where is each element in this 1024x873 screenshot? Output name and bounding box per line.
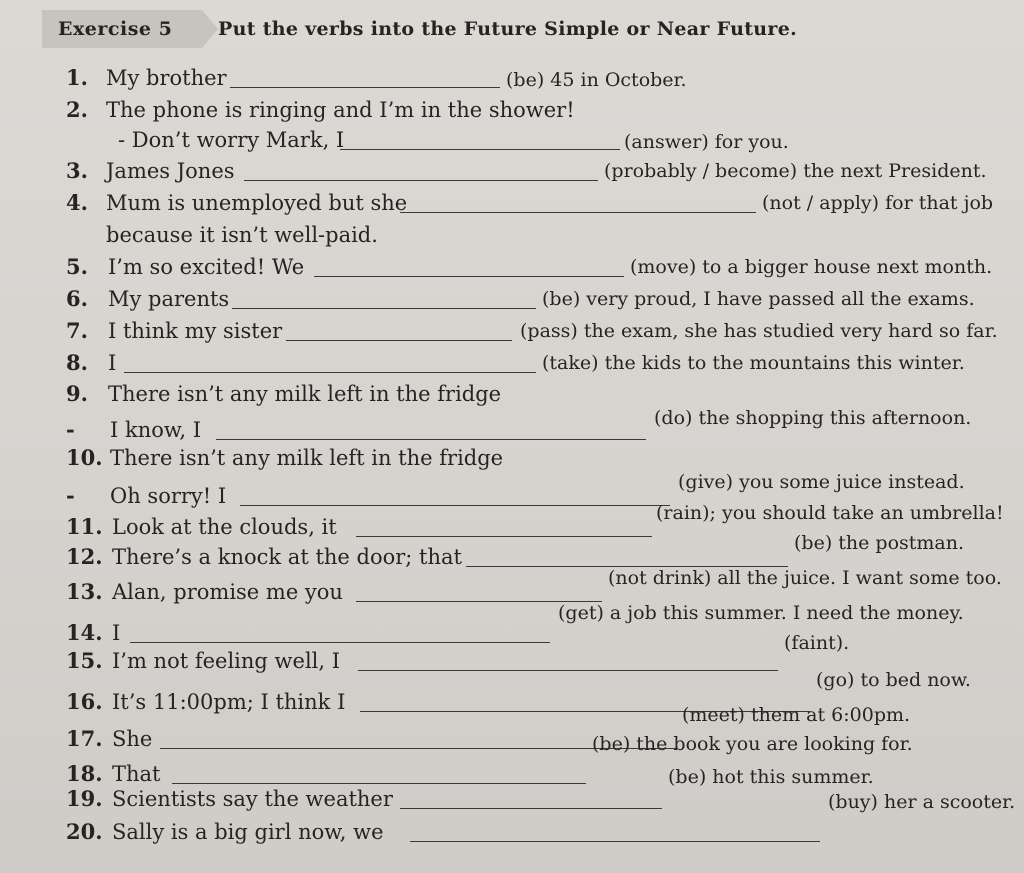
answer-blank[interactable] <box>130 642 550 643</box>
item-text: It’s 11:00pm; I think I <box>112 690 346 714</box>
item-number: 13. <box>66 579 103 604</box>
item-number: 8. <box>66 350 88 375</box>
exercise-item <box>0 602 1024 647</box>
verb-prompt: (rain); you should take an umbrella! <box>656 502 1004 524</box>
verb-prompt: (move) to a bigger house next month. <box>630 256 993 278</box>
exercise-label: Exercise 5 <box>42 10 202 48</box>
exercise-item <box>0 407 1024 444</box>
exercise-instruction: Put the verbs into the Future Simple or Near Future. <box>218 18 797 40</box>
answer-blank[interactable] <box>124 372 536 373</box>
answer-blank[interactable] <box>410 841 820 842</box>
answer-blank[interactable] <box>230 87 500 88</box>
exercise-item <box>0 64 1024 92</box>
answer-blank[interactable] <box>400 212 756 213</box>
verb-prompt: (faint). <box>784 632 850 654</box>
exercise-item <box>0 317 1024 345</box>
exercise-item <box>0 285 1024 313</box>
item-number: 20. <box>66 819 103 844</box>
verb-prompt: (be) the book you are looking for. <box>592 733 913 755</box>
answer-blank[interactable] <box>358 670 778 671</box>
item-text: My parents <box>108 287 230 311</box>
item-text: There isn’t any milk left in the fridge <box>108 382 502 406</box>
verb-prompt: (pass) the exam, she has studied very hard so far. <box>520 320 998 342</box>
item-number: - <box>66 483 75 508</box>
verb-prompt: (probably / become) the next President. <box>604 160 987 182</box>
verb-prompt: (do) the shopping this afternoon. <box>654 407 972 429</box>
item-text: I’m not feeling well, I <box>112 649 341 673</box>
item-text: I <box>108 351 117 375</box>
verb-prompt: (be) very proud, I have passed all the exams. <box>542 288 975 310</box>
item-number: 2. <box>66 97 88 122</box>
item-number: 15. <box>66 648 103 673</box>
verb-prompt: (take) the kids to the mountains this winter. <box>542 352 965 374</box>
item-number: 1. <box>66 65 88 90</box>
item-text: There isn’t any milk left in the fridge <box>110 446 504 470</box>
item-number: 14. <box>66 620 103 645</box>
item-number: 18. <box>66 761 103 786</box>
answer-blank[interactable] <box>340 149 620 150</box>
item-text: because it isn’t well-paid. <box>106 223 378 247</box>
item-text: Mum is unemployed but she <box>106 191 408 215</box>
answer-blank[interactable] <box>244 180 598 181</box>
item-number: 9. <box>66 381 88 406</box>
item-number: 10. <box>66 445 103 470</box>
verb-prompt: (get) a job this summer. I need the money. <box>558 602 964 624</box>
item-number: 3. <box>66 158 88 183</box>
answer-blank[interactable] <box>172 783 586 784</box>
answer-blank[interactable] <box>286 340 512 341</box>
item-number: 5. <box>66 254 88 279</box>
exercise-item <box>0 349 1024 377</box>
item-number: 16. <box>66 689 103 714</box>
verb-prompt: (be) 45 in October. <box>506 69 687 91</box>
verb-prompt: (not drink) all the juice. I want some too. <box>608 567 1002 589</box>
item-text: Sally is a big girl now, we <box>112 820 384 844</box>
item-number: - <box>66 417 75 442</box>
item-text: There’s a knock at the door; that <box>112 545 462 569</box>
item-number: 12. <box>66 544 103 569</box>
item-text: She <box>112 727 153 751</box>
verb-prompt: (give) you some juice instead. <box>678 471 965 493</box>
exercise-item <box>0 157 1024 185</box>
exercise-item <box>0 221 1024 249</box>
verb-prompt: (meet) them at 6:00pm. <box>682 704 911 726</box>
item-text: I think my sister <box>108 319 283 343</box>
item-text: The phone is ringing and I’m in the shower! <box>106 98 575 122</box>
answer-blank[interactable] <box>400 808 662 809</box>
answer-blank[interactable] <box>240 505 670 506</box>
item-number: 6. <box>66 286 88 311</box>
answer-blank[interactable] <box>314 276 624 277</box>
exercise-item <box>0 96 1024 124</box>
answer-blank[interactable] <box>232 308 536 309</box>
item-number: 19. <box>66 786 103 811</box>
answer-blank[interactable] <box>356 536 652 537</box>
item-text: Scientists say the weather <box>112 787 393 811</box>
item-text: I know, I <box>110 418 201 442</box>
item-text: That <box>112 762 161 786</box>
verb-prompt: (go) to bed now. <box>816 669 971 691</box>
exercise-item <box>0 189 1024 217</box>
item-text: James Jones <box>106 159 235 183</box>
verb-prompt: (be) the postman. <box>794 532 965 554</box>
item-text: Alan, promise me you <box>112 580 343 604</box>
item-number: 17. <box>66 726 103 751</box>
verb-prompt: (answer) for you. <box>624 131 789 153</box>
item-text: Oh sorry! I <box>110 484 227 508</box>
verb-prompt: (be) hot this summer. <box>668 766 874 788</box>
exercise-item <box>0 253 1024 281</box>
item-number: 7. <box>66 318 88 343</box>
verb-prompt: (buy) her a scooter. <box>828 791 1016 813</box>
item-text: I <box>112 621 121 645</box>
item-number: 11. <box>66 514 103 539</box>
exercise-item <box>0 126 1024 154</box>
item-number: 4. <box>66 190 88 215</box>
verb-prompt: (not / apply) for that job <box>762 192 994 214</box>
item-text: - Don’t worry Mark, I <box>118 128 345 152</box>
item-text: My brother <box>106 66 227 90</box>
item-text: Look at the clouds, it <box>112 515 337 539</box>
item-text: I’m so excited! We <box>108 255 305 279</box>
answer-blank[interactable] <box>216 439 646 440</box>
